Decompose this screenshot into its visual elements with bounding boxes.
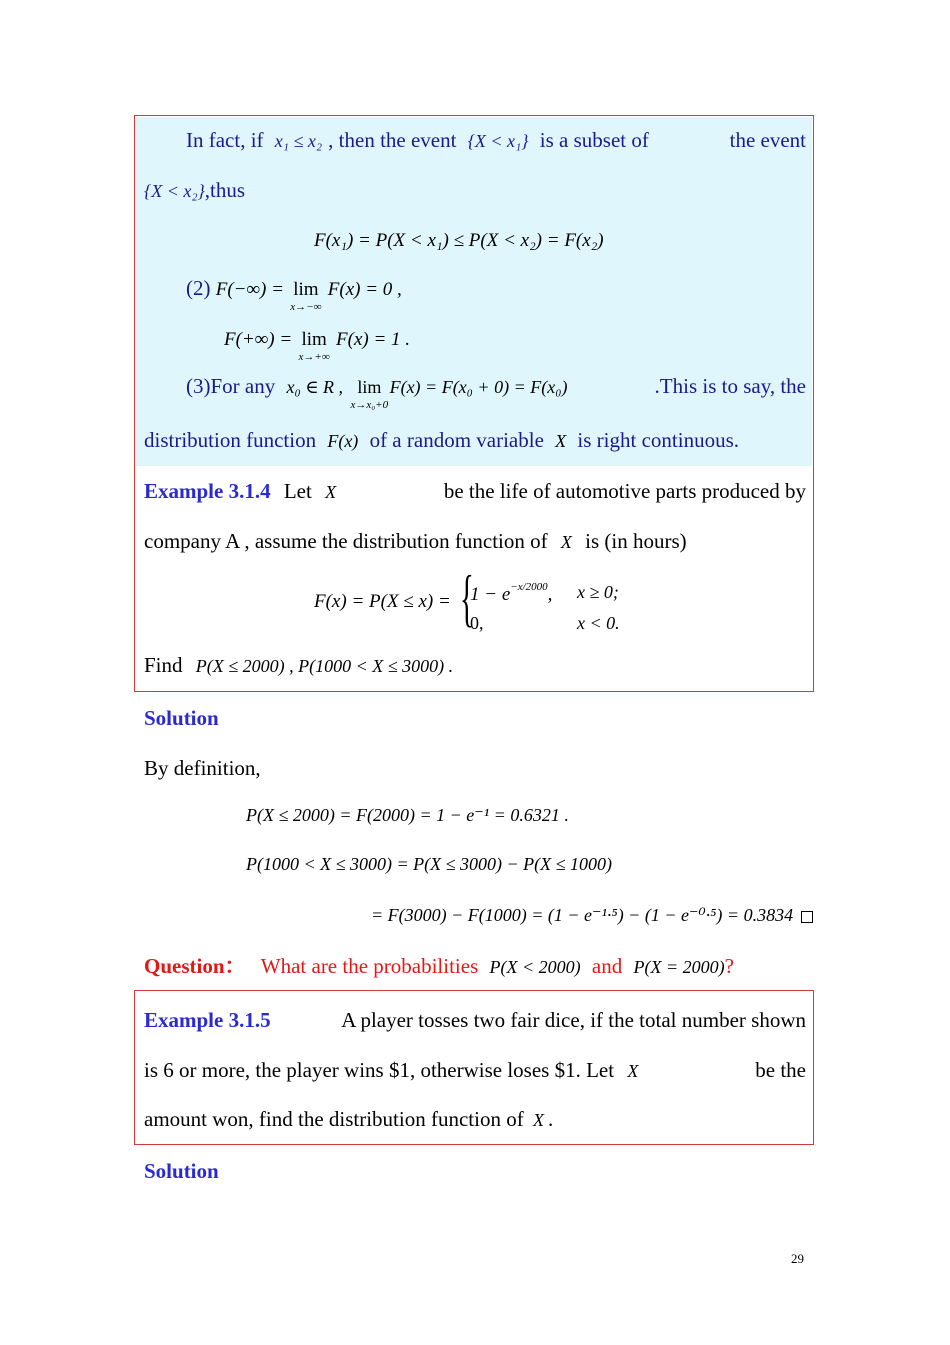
lim-text: lim	[357, 377, 382, 397]
text-span: A player tosses two fair dice, if the total number shown	[341, 1008, 806, 1032]
text-span: In fact, if	[186, 128, 264, 152]
example-3-1-5-line3	[144, 1109, 553, 1130]
case1-expr: 1 − e	[470, 584, 511, 605]
text-span: is 6 or more, the player wins $1, otherwise loses $1. Let	[144, 1058, 615, 1082]
text-span: , then the event	[328, 128, 457, 152]
qed-square-icon	[801, 911, 813, 923]
math-inline: {X < x₁}	[467, 131, 529, 151]
text-span: is a subset of	[539, 128, 649, 152]
math-inline: F(x) = 1 .	[336, 329, 411, 350]
math-inline: X	[560, 532, 572, 552]
solution-equation-1: P(X ≤ 2000) = F(2000) = 1 − e⁻¹ = 0.6321 .	[246, 805, 569, 825]
text-span: be the life of automotive parts produced by	[443, 479, 806, 503]
math-inline: P(X ≤ 2000) , P(1000 < X ≤ 3000) .	[195, 656, 454, 676]
math-inline: x₁ ≤ x₂	[274, 131, 323, 151]
equation-limit-plus	[224, 328, 411, 363]
solution-equation-2: P(1000 < X ≤ 3000) = P(X ≤ 3000) − P(X ≤ 1000)	[246, 854, 613, 874]
text-span: .	[547, 1107, 554, 1131]
text-span: be the	[755, 1058, 806, 1082]
right-continuity-conclusion	[144, 430, 739, 451]
text-span: company A , assume the distribution function of	[144, 529, 548, 553]
example-label: Example 3.1.4	[144, 479, 271, 503]
subset-line	[144, 180, 245, 201]
piecewise-lhs: F(x) = P(X ≤ x) =	[314, 591, 451, 612]
limit-operator	[350, 377, 389, 411]
text-span: of a random variable	[369, 428, 544, 452]
math-inline: F(x) = 0 ,	[327, 279, 402, 300]
lim-text: lim	[293, 279, 319, 300]
limit-operator	[290, 279, 322, 313]
case1-comma: ,	[547, 584, 553, 605]
piecewise-cond2: x < 0.	[577, 613, 620, 633]
text-span: distribution function	[144, 428, 317, 452]
math-inline: {X < x₂}	[144, 181, 205, 201]
math-inline: F(x)	[327, 431, 359, 451]
text-span: Let	[283, 479, 312, 503]
item-number: (2)	[186, 276, 211, 300]
question-line	[144, 956, 734, 977]
lim-text: lim	[301, 329, 327, 350]
example-label: Example 3.1.5	[144, 1008, 271, 1032]
right-continuity-line	[186, 374, 806, 411]
example-3-1-4-line2	[144, 531, 687, 552]
math-inline: F(x) = F(x₀ + 0) = F(x₀)	[389, 377, 568, 397]
example-3-1-5-line2	[144, 1060, 806, 1081]
solution-intro: By definition,	[144, 756, 261, 780]
equation-monotone: F(x₁) = P(X < x₁) ≤ P(X < x₂) = F(x₂)	[314, 230, 604, 251]
piecewise-cond1: x ≥ 0;	[577, 582, 619, 602]
text-span: .This is to say, the	[654, 374, 806, 398]
text-span: is (in hours)	[585, 529, 687, 553]
text-span: (3)For any	[186, 374, 276, 398]
question-mark: ?	[724, 954, 734, 978]
text-span: amount won, find the distribution function of	[144, 1107, 524, 1131]
math-inline: F(−∞) =	[215, 279, 284, 300]
math-inline: P(X = 2000)	[633, 957, 725, 977]
page-number: 29	[791, 1251, 804, 1266]
math-inline: P(X < 2000)	[489, 957, 581, 977]
lim-subscript: x→+∞	[298, 351, 330, 363]
text-span: ,thus	[204, 178, 246, 202]
left-brace: {	[460, 562, 474, 633]
question-text: What are the probabilities	[260, 954, 479, 978]
solution-equation-3	[371, 906, 813, 924]
lim-subscript: x→x₀+0	[350, 399, 389, 411]
solution-heading-2: Solution	[144, 1159, 219, 1183]
exponent: −x/2000	[510, 581, 548, 593]
text-span: Find	[144, 653, 183, 677]
solution-heading: Solution	[144, 706, 219, 730]
find-line	[144, 655, 453, 676]
example-3-1-5-line1	[144, 1010, 806, 1031]
equation-text: = F(3000) − F(1000) = (1 − e⁻¹·⁵) − (1 − e⁻⁰·⁵) = 0.3834	[371, 905, 794, 925]
piecewise-case2: 0,	[470, 613, 484, 633]
math-inline: X	[555, 431, 567, 451]
math-inline: x₀ ∈ R ,	[286, 377, 344, 397]
math-inline: F(+∞) =	[224, 329, 293, 350]
text-span: is right continuous.	[577, 428, 739, 452]
equation-limit-minus	[186, 276, 402, 313]
piecewise-case1	[470, 582, 552, 604]
lim-subscript: x→−∞	[290, 301, 322, 313]
math-inline: X	[532, 1110, 544, 1130]
monotone-line	[186, 130, 806, 151]
limit-operator	[298, 329, 330, 363]
text-span: the event	[729, 128, 806, 152]
example-3-1-4-line1	[144, 481, 806, 502]
math-inline: X	[325, 482, 337, 502]
question-label: Question：	[144, 954, 246, 978]
math-inline: X	[627, 1061, 639, 1081]
question-text: and	[591, 954, 623, 978]
